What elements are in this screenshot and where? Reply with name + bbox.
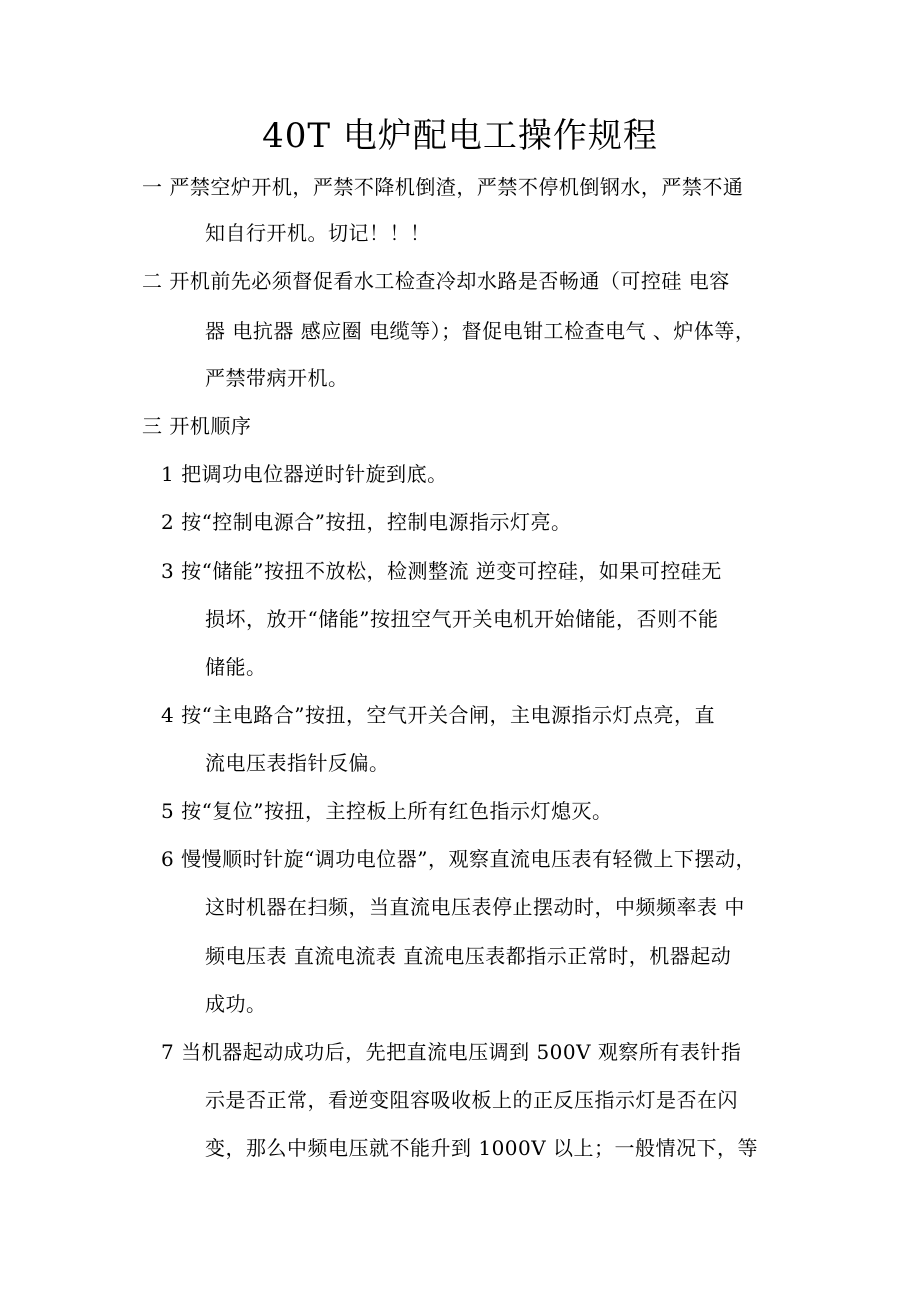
list-item: 3 按“储能”按扭不放松，检测整流 逆变可控硅，如果可控硅无 <box>161 559 722 583</box>
text-line: 储能。 <box>205 655 267 679</box>
text-line: 流电压表指针反偏。 <box>205 751 390 775</box>
list-item: 2 按“控制电源合”按扭，控制电源指示灯亮。 <box>161 510 572 534</box>
text-line: 知自行开机。切记！！！ <box>205 221 431 245</box>
list-item: 7 当机器起动成功后，先把直流电压调到 500V 观察所有表针指 <box>161 1040 742 1064</box>
text-line: 损坏，放开“储能”按扭空气开关电机开始储能，否则不能 <box>205 607 719 631</box>
section-heading: 三 开机顺序 <box>142 414 252 438</box>
text-line: 示是否正常，看逆变阻容吸收板上的正反压指示灯是否在闪 <box>205 1088 738 1112</box>
list-item: 5 按“复位”按扭，主控板上所有红色指示灯熄灭。 <box>161 799 613 823</box>
list-item: 1 把调功电位器逆时针旋到底。 <box>161 462 448 486</box>
text-line: 二 开机前先必须督促看水工检查冷却水路是否畅通（可控硅 电容 <box>142 269 730 293</box>
text-line: 成功。 <box>205 992 267 1016</box>
document-title: 40T 电炉配电工操作规程 <box>262 116 658 156</box>
text-line: 一 严禁空炉开机，严禁不降机倒渣，严禁不停机倒钢水，严禁不通 <box>142 175 744 199</box>
list-item: 4 按“主电路合”按扭，空气开关合闸，主电源指示灯点亮，直 <box>161 703 716 727</box>
list-item: 6 慢慢顺时针旋“调功电位器”，观察直流电压表有轻微上下摆动， <box>161 847 757 871</box>
text-line: 这时机器在扫频，当直流电压表停止摆动时，中频频率表 中 <box>205 895 745 919</box>
text-line: 变，那么中频电压就不能升到 1000V 以上；一般情况下，等 <box>205 1136 759 1160</box>
text-line: 频电压表 直流电流表 直流电压表都指示正常时，机器起动 <box>205 944 732 968</box>
text-line: 器 电抗器 感应圈 电缆等）；督促电钳工检查电气 、炉体等， <box>205 319 756 343</box>
text-line: 严禁带病开机。 <box>205 366 349 390</box>
